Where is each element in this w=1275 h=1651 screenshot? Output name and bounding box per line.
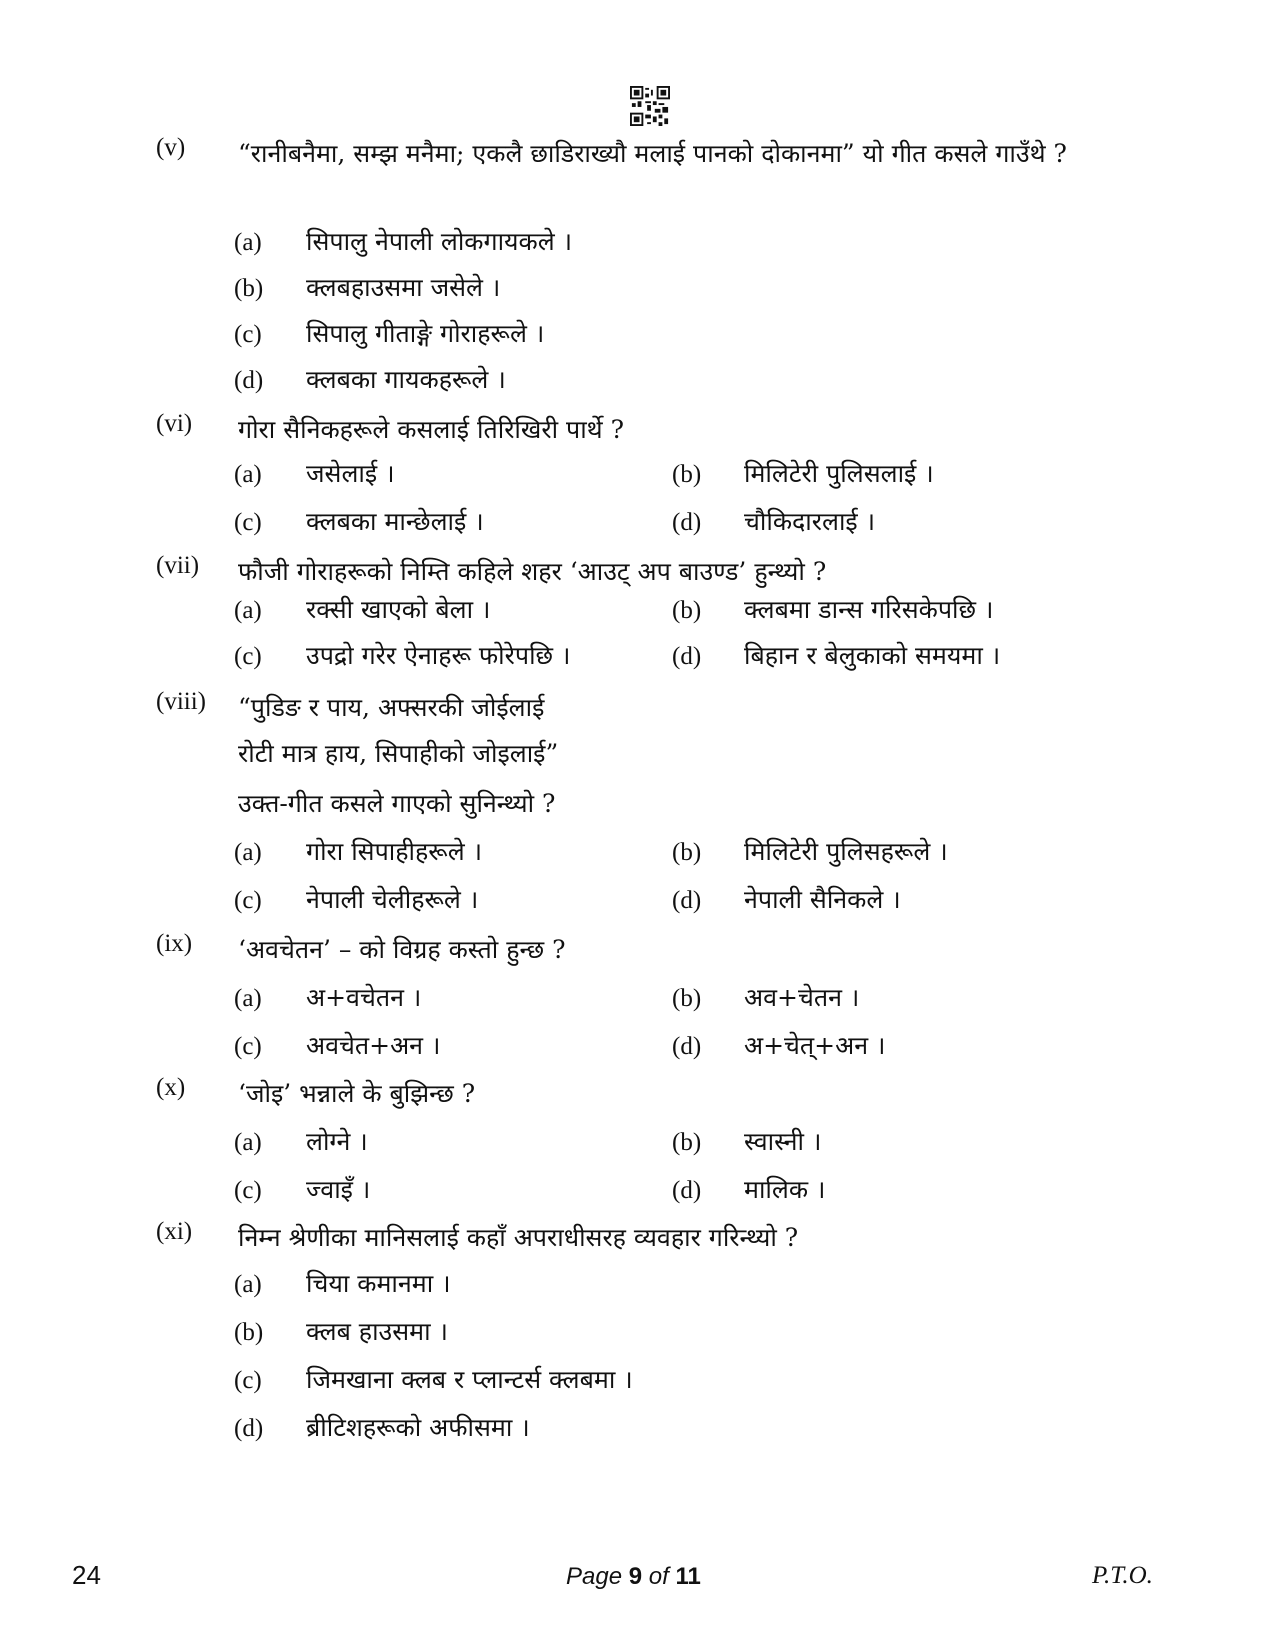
option-b[interactable]: (b) मिलिटेरी पुलिसहरूले । <box>672 837 948 866</box>
question-text-line: उक्त-गीत कसले गाएको सुनिन्थ्यो ? <box>238 789 556 818</box>
option-a[interactable]: (a) जसेलाई । <box>234 459 395 488</box>
question-text-line: रोटी मात्र हाय, सिपाहीको जोइलाई” <box>238 739 559 768</box>
question-text: ‘जोइ’ भन्नाले के बुझिन्छ ? <box>238 1079 476 1108</box>
question-number: (xi) <box>156 1218 193 1245</box>
option-a[interactable]: (a) लोग्ने । <box>234 1127 368 1156</box>
page-indicator <box>566 1563 701 1591</box>
option-b[interactable]: (b) क्लबमा डान्स गरिसकेपछि । <box>672 595 994 624</box>
question-number: (vi) <box>156 410 193 437</box>
option-a[interactable]: (a) रक्सी खाएको बेला । <box>234 595 491 624</box>
option-a[interactable]: (a) सिपालु नेपाली लोकगायकले । <box>234 227 573 256</box>
option-d[interactable]: (d) बिहान र बेलुकाको समयमा । <box>672 641 1001 670</box>
option-c[interactable]: (c) सिपालु गीताङ्गे गोराहरूले । <box>234 319 545 348</box>
page-prefix: Page <box>566 1563 629 1590</box>
option-d[interactable]: (d) नेपाली सैनिकले । <box>672 885 901 914</box>
option-b[interactable]: (b) क्लब हाउसमा । <box>234 1317 448 1346</box>
page-of: of <box>642 1563 676 1590</box>
question-text: ‘अवचेतन’ – को विग्रह कस्तो हुन्छ ? <box>238 935 566 964</box>
option-c[interactable]: (c) क्लबका मान्छेलाई । <box>234 507 484 536</box>
option-d[interactable]: (d) क्लबका गायकहरूले । <box>234 365 506 394</box>
option-a[interactable]: (a) अ+वचेतन । <box>234 983 422 1012</box>
question-number: (v) <box>156 134 186 161</box>
option-c[interactable]: (c) उपद्रो गरेर ऐनाहरू फोरेपछि । <box>234 641 571 670</box>
option-c[interactable]: (c) जिमखाना क्लब र प्लान्टर्स क्लबमा । <box>234 1365 633 1394</box>
page-current: 9 <box>628 1563 643 1590</box>
option-d[interactable]: (d) अ+चेत्+अन । <box>672 1031 886 1060</box>
qr-code-icon <box>630 86 670 126</box>
option-b[interactable]: (b) स्वास्नी । <box>672 1127 822 1156</box>
option-d[interactable]: (d) मालिक । <box>672 1175 826 1204</box>
pto-label: P.T.O. <box>1092 1562 1153 1589</box>
question-text: फौजी गोराहरूको निम्ति कहिले शहर ‘आउट् अप बाउण्ड’ हुन्थ्यो ? <box>238 557 827 586</box>
page-total: 11 <box>675 1563 701 1590</box>
question-text-line: “पुडिङ र पाय, अफ्सरकी जोईलाई <box>238 693 545 722</box>
option-d[interactable]: (d) चौकिदारलाई । <box>672 507 876 536</box>
option-b[interactable]: (b) मिलिटेरी पुलिसलाई । <box>672 459 934 488</box>
question-text: गोरा सैनिकहरूले कसलाई तिरिखिरी पार्थे ? <box>238 415 624 444</box>
option-c[interactable]: (c) ज्वाइँ । <box>234 1175 371 1204</box>
question-number: (ix) <box>156 930 193 957</box>
option-a[interactable]: (a) चिया कमानमा । <box>234 1269 451 1298</box>
paper-code: 24 <box>72 1560 101 1590</box>
option-d[interactable]: (d) ब्रीटिशहरूको अफीसमा । <box>234 1413 530 1442</box>
option-b[interactable]: (b) अव+चेतन । <box>672 983 860 1012</box>
option-c[interactable]: (c) अवचेत+अन । <box>234 1031 441 1060</box>
question-number: (viii) <box>156 688 206 715</box>
question-number: (x) <box>156 1074 186 1101</box>
question-text: निम्न श्रेणीका मानिसलाई कहाँ अपराधीसरह व्यवहार गरिन्थ्यो ? <box>238 1223 799 1252</box>
question-number: (vii) <box>156 552 200 579</box>
question-text: “रानीबनैमा, सम्झ मनैमा; एकलै छाडिराख्यौ मलाई पानको दोकानमा” यो गीत कसले गाउँथे ? <box>238 139 1067 168</box>
option-c[interactable]: (c) नेपाली चेलीहरूले । <box>234 885 479 914</box>
option-a[interactable]: (a) गोरा सिपाहीहरूले । <box>234 837 483 866</box>
option-b[interactable]: (b) क्लबहाउसमा जसेले । <box>234 273 501 302</box>
